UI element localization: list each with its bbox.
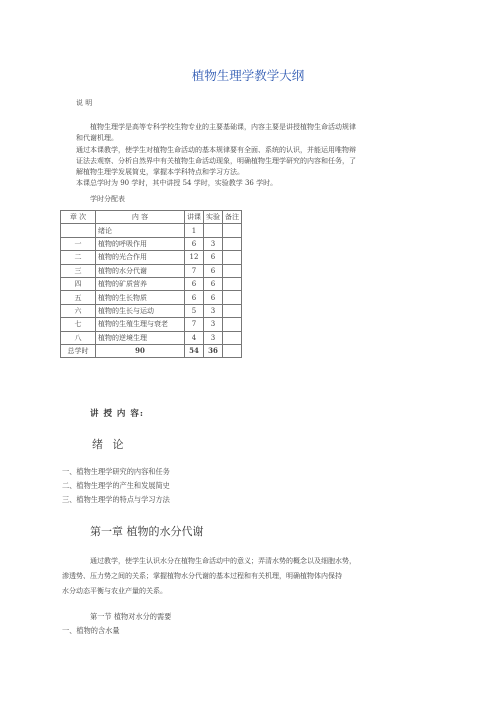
cell-chapter: 八 bbox=[61, 331, 96, 344]
introduction-heading: 绪 论 bbox=[92, 438, 127, 451]
explain-heading: 说 明 bbox=[76, 99, 93, 107]
cell-chapter: 六 bbox=[61, 304, 96, 317]
chapter1-line-3: 水分动态平衡与农业产量的关系。 bbox=[62, 587, 167, 595]
cell-lab: 3 bbox=[204, 318, 223, 331]
table-header-row bbox=[61, 211, 242, 224]
header-chapter: 章 次 bbox=[61, 211, 96, 224]
table-row bbox=[61, 304, 242, 317]
cell-chapter: 四 bbox=[61, 277, 96, 290]
cell-lecture: 7 bbox=[185, 318, 204, 331]
cell-content: 植物的矿质营养 bbox=[96, 277, 185, 290]
table-row bbox=[61, 224, 242, 237]
cell-remarks bbox=[223, 318, 242, 331]
cell-content: 绪论 bbox=[96, 224, 185, 237]
table-row bbox=[61, 291, 242, 304]
cell-remarks bbox=[223, 304, 242, 317]
cell-lab: 6 bbox=[204, 264, 223, 277]
cell-total-remarks bbox=[223, 344, 242, 357]
document-title: 植物生理学教学大纲 bbox=[191, 68, 305, 83]
header-lecture: 讲课 bbox=[185, 211, 204, 224]
section1-item-1: 一、植物的含水量 bbox=[62, 626, 120, 635]
cell-total-lab: 36 bbox=[204, 344, 223, 357]
cell-remarks bbox=[223, 237, 242, 250]
cell-content: 植物的水分代谢 bbox=[96, 264, 185, 277]
lecture-content-heading: 讲 授 内 容: bbox=[90, 409, 145, 419]
cell-chapter: 二 bbox=[61, 251, 96, 264]
header-content: 内 容 bbox=[96, 211, 185, 224]
intro-line-6: 本课总学时为 90 学时，其中讲授 54 学时，实验教学 36 学时。 bbox=[76, 179, 278, 187]
cell-content: 植物的生殖生理与衰老 bbox=[96, 318, 185, 331]
header-lab: 实验 bbox=[204, 211, 223, 224]
table-row bbox=[61, 331, 242, 344]
cell-lab bbox=[204, 224, 223, 237]
cell-remarks bbox=[223, 251, 242, 264]
cell-lab: 3 bbox=[204, 304, 223, 317]
intro-item-3: 三、植物生理学的特点与学习方法 bbox=[62, 495, 170, 504]
cell-lab: 6 bbox=[204, 291, 223, 304]
cell-lecture: 6 bbox=[185, 237, 204, 250]
table-row bbox=[61, 264, 242, 277]
cell-remarks bbox=[223, 224, 242, 237]
cell-content: 植物的呼吸作用 bbox=[96, 237, 185, 250]
cell-lecture: 4 bbox=[185, 331, 204, 344]
table-row bbox=[61, 277, 242, 290]
cell-remarks bbox=[223, 331, 242, 344]
cell-chapter: 五 bbox=[61, 291, 96, 304]
chapter1-heading: 第一章 植物的水分代谢 bbox=[90, 525, 204, 538]
cell-content: 植物的生长与运动 bbox=[96, 304, 185, 317]
cell-chapter: 七 bbox=[61, 318, 96, 331]
cell-chapter: 一 bbox=[61, 237, 96, 250]
cell-remarks bbox=[223, 277, 242, 290]
intro-item-2: 二、植物生理学的产生和发展简史 bbox=[62, 481, 170, 490]
section1-heading: 第一节 植物对水分的需要 bbox=[90, 612, 172, 621]
cell-lecture: 5 bbox=[185, 304, 204, 317]
cell-chapter: 三 bbox=[61, 264, 96, 277]
intro-line-2: 和代谢机理。 bbox=[76, 134, 118, 142]
table-caption: 学时分配表 bbox=[90, 195, 125, 203]
hours-allocation-table bbox=[60, 210, 242, 358]
cell-remarks bbox=[223, 264, 242, 277]
table-total-row bbox=[61, 344, 242, 357]
cell-remarks bbox=[223, 291, 242, 304]
intro-item-1: 一、植物生理学研究的内容和任务 bbox=[62, 467, 170, 476]
cell-total-hours: 90 bbox=[96, 344, 185, 357]
intro-line-5: 解植物生理学发展简史，掌握本学科特点和学习方法。 bbox=[76, 168, 244, 176]
table-row bbox=[61, 251, 242, 264]
cell-total-label: 总学时 bbox=[61, 344, 96, 357]
intro-line-4: 证法去观察、分析自然界中有关植物生命活动现象，明确植物生理学研究的内容和任务，了 bbox=[76, 157, 356, 165]
cell-lecture: 12 bbox=[185, 251, 204, 264]
cell-lab: 3 bbox=[204, 237, 223, 250]
cell-chapter bbox=[61, 224, 96, 237]
chapter1-line-1: 通过教学，使学生认识水分在植物生命活动中的意义；弄清水势的概念以及细胞水势， bbox=[90, 557, 356, 565]
cell-content: 植物的光合作用 bbox=[96, 251, 185, 264]
cell-lecture: 6 bbox=[185, 277, 204, 290]
intro-line-3: 通过本课教学，使学生对植物生命活动的基本规律要有全面、系统的认识，并能运用唯物辩 bbox=[76, 146, 356, 154]
cell-lecture: 7 bbox=[185, 264, 204, 277]
intro-line-1: 植物生理学是高等专科学校生物专业的主要基础课，内容主要是讲授植物生命活动规律 bbox=[90, 123, 356, 131]
chapter1-line-2: 渗透势、压力势之间的关系；掌握植物水分代谢的基本过程和有关机理，明确植物体内保持 bbox=[62, 572, 342, 580]
table-row bbox=[61, 237, 242, 250]
cell-content: 植物的逆境生理 bbox=[96, 331, 185, 344]
cell-total-lecture: 54 bbox=[185, 344, 204, 357]
cell-lab: 6 bbox=[204, 277, 223, 290]
header-remarks: 备注 bbox=[223, 211, 242, 224]
cell-content: 植物的生长物质 bbox=[96, 291, 185, 304]
cell-lab: 6 bbox=[204, 251, 223, 264]
cell-lecture: 1 bbox=[185, 224, 204, 237]
table-row bbox=[61, 318, 242, 331]
cell-lab: 3 bbox=[204, 331, 223, 344]
cell-lecture: 6 bbox=[185, 291, 204, 304]
